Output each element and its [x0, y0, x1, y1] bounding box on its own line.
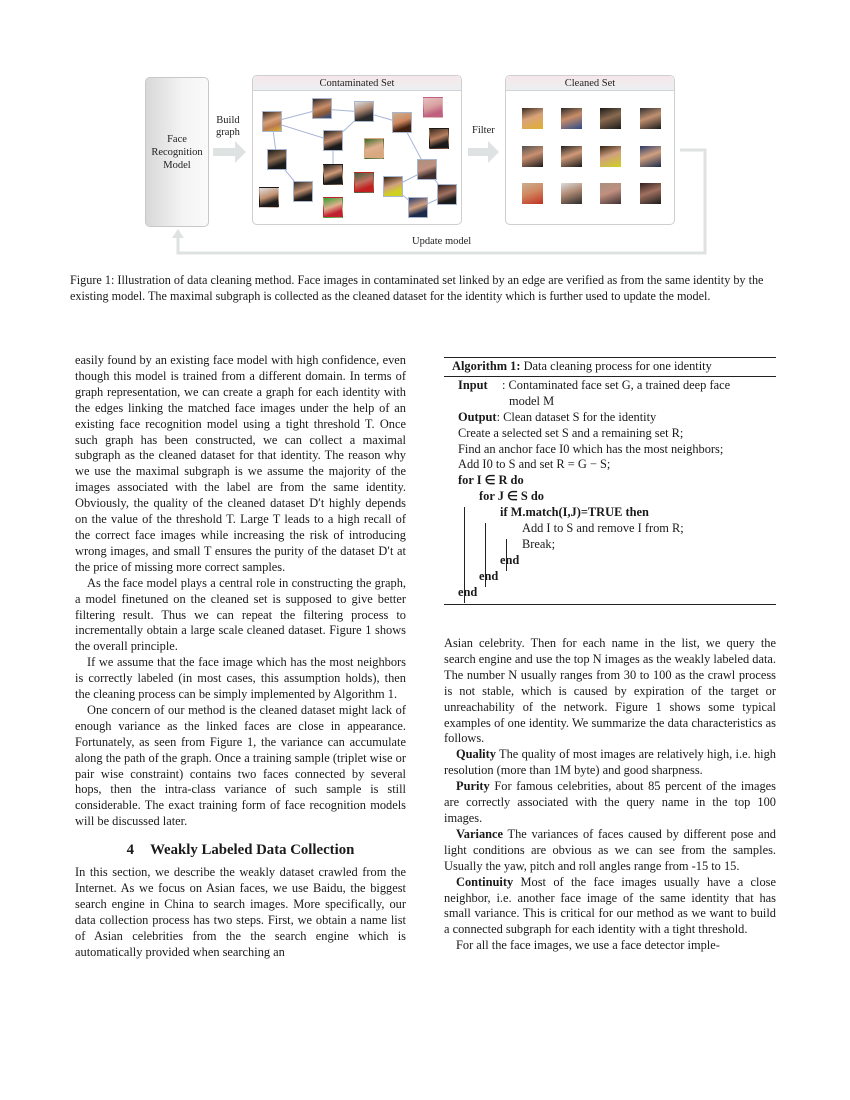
- face-thumbnail: [383, 176, 403, 197]
- cleaned-face-thumbnail: [561, 183, 582, 204]
- update-model-label: Update model: [412, 236, 472, 247]
- body-paragraph: One concern of our method is the cleaned dataset might lack of enough variance as the linked faces are close in appearance. Fortunately, as seen from Figure 1, the variance can accumulate along the path of the graph. Once a training sample (triplet wise or pair wise constraint) contains two faces connected by several hops, then the intra-class variance of such sample is still considerable. The exact training form of face recognition models will be discussed later.: [75, 702, 406, 829]
- cleaned-face-thumbnail: [522, 146, 543, 167]
- algorithm-input-cont: model M: [509, 393, 555, 408]
- cleaned-face-thumbnail: [522, 108, 543, 129]
- face-thumbnail: [423, 97, 443, 118]
- algorithm-step: Create a selected set S and a remaining set R;: [458, 425, 684, 440]
- algorithm-step: Add I0 to S and set R = G − S;: [458, 457, 611, 472]
- cleaned-face-thumbnail: [522, 183, 543, 204]
- right-column: [444, 636, 776, 954]
- block-bar: [506, 539, 507, 571]
- algorithm-for-outer: for I ∈ R do: [458, 473, 524, 488]
- filter-label: Filter: [472, 125, 495, 136]
- face-thumbnail: [259, 187, 279, 208]
- body-paragraph: As the face model plays a central role in constructing the graph, a model finetuned on the cleaned set is supposed to give better filtering result. Thus we can repeat the filtering process to incrementally obtain a large scale cleaned dataset. Figure 1 shows the overall principle.: [75, 575, 406, 654]
- cleaned-set-title: Cleaned Set: [506, 76, 674, 91]
- algorithm-if: if M.match(I,J)=TRUE then: [500, 505, 649, 520]
- algorithm-output: Output: Clean dataset S for the identity: [458, 409, 657, 424]
- body-paragraph: For all the face images, we use a face detector imple-: [456, 938, 720, 953]
- figure-caption: Figure 1: Illustration of data cleaning method. Face images in contaminated set linked by an edge are verified as from the same identity by the existing model. The maximal subgraph is collected as the cleaned dataset for the identity which is further used to update the model.: [70, 273, 764, 303]
- cleaned-face-thumbnail: [640, 146, 661, 167]
- algorithm-body: [444, 377, 776, 604]
- section-number: 4: [126, 842, 135, 859]
- face-thumbnail: [392, 112, 412, 133]
- cleaned-face-thumbnail: [600, 183, 621, 204]
- face-graph-edges: [0, 0, 850, 265]
- model-label-line: Recognition: [151, 146, 203, 158]
- model-label-line: Face: [167, 133, 187, 145]
- face-thumbnail: [293, 181, 313, 202]
- left-column: [75, 353, 406, 961]
- body-paragraph: easily found by an existing face model with high confidence, even though this model is trained from a different domain. In terms of graph representation, we can create a graph for each identity with the edges linking the matched face images under the help of an existing face recognition model using a tight threshold T. Once such graph has been constructed, we can collect a maximal subgraph as the cleaned dataset for that identity. The reason why we use the maximal subgraph is we assume the majority of the images associated with the label are from the same identity. Obviously, the quality of the cleaned dataset D′t highly depends on the value of the threshold T. Large T leads to a high recall of the correct face images while increasing the risk of introducing wrong images, and small T ensures the purity of the dataset D′t at the price of missing more correct samples.: [75, 353, 406, 574]
- algorithm-input: Input : Contaminated face set G, a trained deep face: [458, 377, 731, 392]
- algorithm-for-inner: for J ∈ S do: [479, 489, 544, 504]
- face-thumbnail: [262, 111, 282, 132]
- face-thumbnail: [267, 149, 287, 170]
- body-paragraph: If we assume that the face image which has the most neighbors is correctly labeled (in most cases, this assumption holds), then the cleaning process can be simply implemented by Algorithm 1.: [75, 655, 406, 702]
- face-thumbnail: [417, 159, 437, 180]
- cleaned-face-thumbnail: [561, 108, 582, 129]
- build-graph-label: Build graph: [216, 115, 240, 138]
- section-heading: [75, 843, 406, 859]
- block-bar: [485, 523, 486, 587]
- face-thumbnail: [323, 130, 343, 151]
- face-thumbnail: [408, 197, 428, 218]
- model-label-line: Model: [163, 159, 191, 171]
- algorithm-if-body: Break;: [522, 536, 556, 551]
- face-thumbnail: [354, 172, 374, 193]
- algorithm-end: end: [500, 552, 520, 567]
- face-thumbnail: [312, 98, 332, 119]
- characteristic-paragraph: Quality The quality of most images are relatively high, i.e. high resolution (more than 1M byte) and good sharpness.: [444, 747, 777, 778]
- body-paragraph: In this section, we describe the weakly dataset crawled from the Internet. As we focus on Asian faces, we use Baidu, the biggest search engine in China to search images. More specifically, our data collection process has two steps. First, we obtain a name list of Asian celebrities from the the search engine which is automatically provided when searching an: [75, 865, 406, 959]
- algorithm-end: end: [458, 584, 478, 599]
- body-paragraph: Asian celebrity. Then for each name in the list, we query the search engine and use the top N images as the weakly labeled data. The number N usually ranges from 30 to 100 as the crawl process is not stable, which is caused by expiration of the target or unreachability of the network. Figure 1 shows some typical examples of one identity. We summarize the data characteristics as follows.: [444, 636, 777, 746]
- face-thumbnail: [323, 164, 343, 185]
- algorithm-end: end: [479, 568, 499, 583]
- algorithm-step: Find an anchor face I0 which has the most neighbors;: [458, 441, 724, 456]
- characteristic-paragraph: Continuity Most of the face images usually have a close neighbor, i.e. another face image of the same identity that has small variance. This is critical for our method as we want to build a connected subgraph for each identity with a tight threshold.: [444, 874, 776, 937]
- cleaned-face-thumbnail: [561, 146, 582, 167]
- algorithm-title: Algorithm 1: Data cleaning process for one identity: [444, 358, 776, 377]
- characteristic-paragraph: Variance The variances of faces caused by different pose and light conditions are obvious as we can see from the samples. Usually the yaw, pitch and roll angles range from -15 to 15.: [444, 826, 776, 873]
- face-thumbnail: [437, 184, 457, 205]
- cleaned-face-thumbnail: [600, 108, 621, 129]
- algorithm-1-box: [444, 357, 776, 605]
- cleaned-face-thumbnail: [640, 108, 661, 129]
- face-thumbnail: [323, 197, 343, 218]
- face-thumbnail: [364, 138, 384, 159]
- block-bar: [464, 507, 465, 603]
- characteristic-paragraph: Purity For famous celebrities, about 85 percent of the images are correctly associated with the query name in the top 100 images.: [444, 779, 776, 825]
- contaminated-set-title: Contaminated Set: [253, 76, 461, 91]
- cleaned-face-thumbnail: [640, 183, 661, 204]
- figure-1: [0, 0, 850, 265]
- face-thumbnail: [354, 101, 374, 122]
- face-thumbnail: [429, 128, 449, 149]
- algorithm-if-body: Add I to S and remove I from R;: [522, 521, 684, 536]
- section-title: Weakly Labeled Data Collection: [150, 842, 355, 859]
- cleaned-face-thumbnail: [600, 146, 621, 167]
